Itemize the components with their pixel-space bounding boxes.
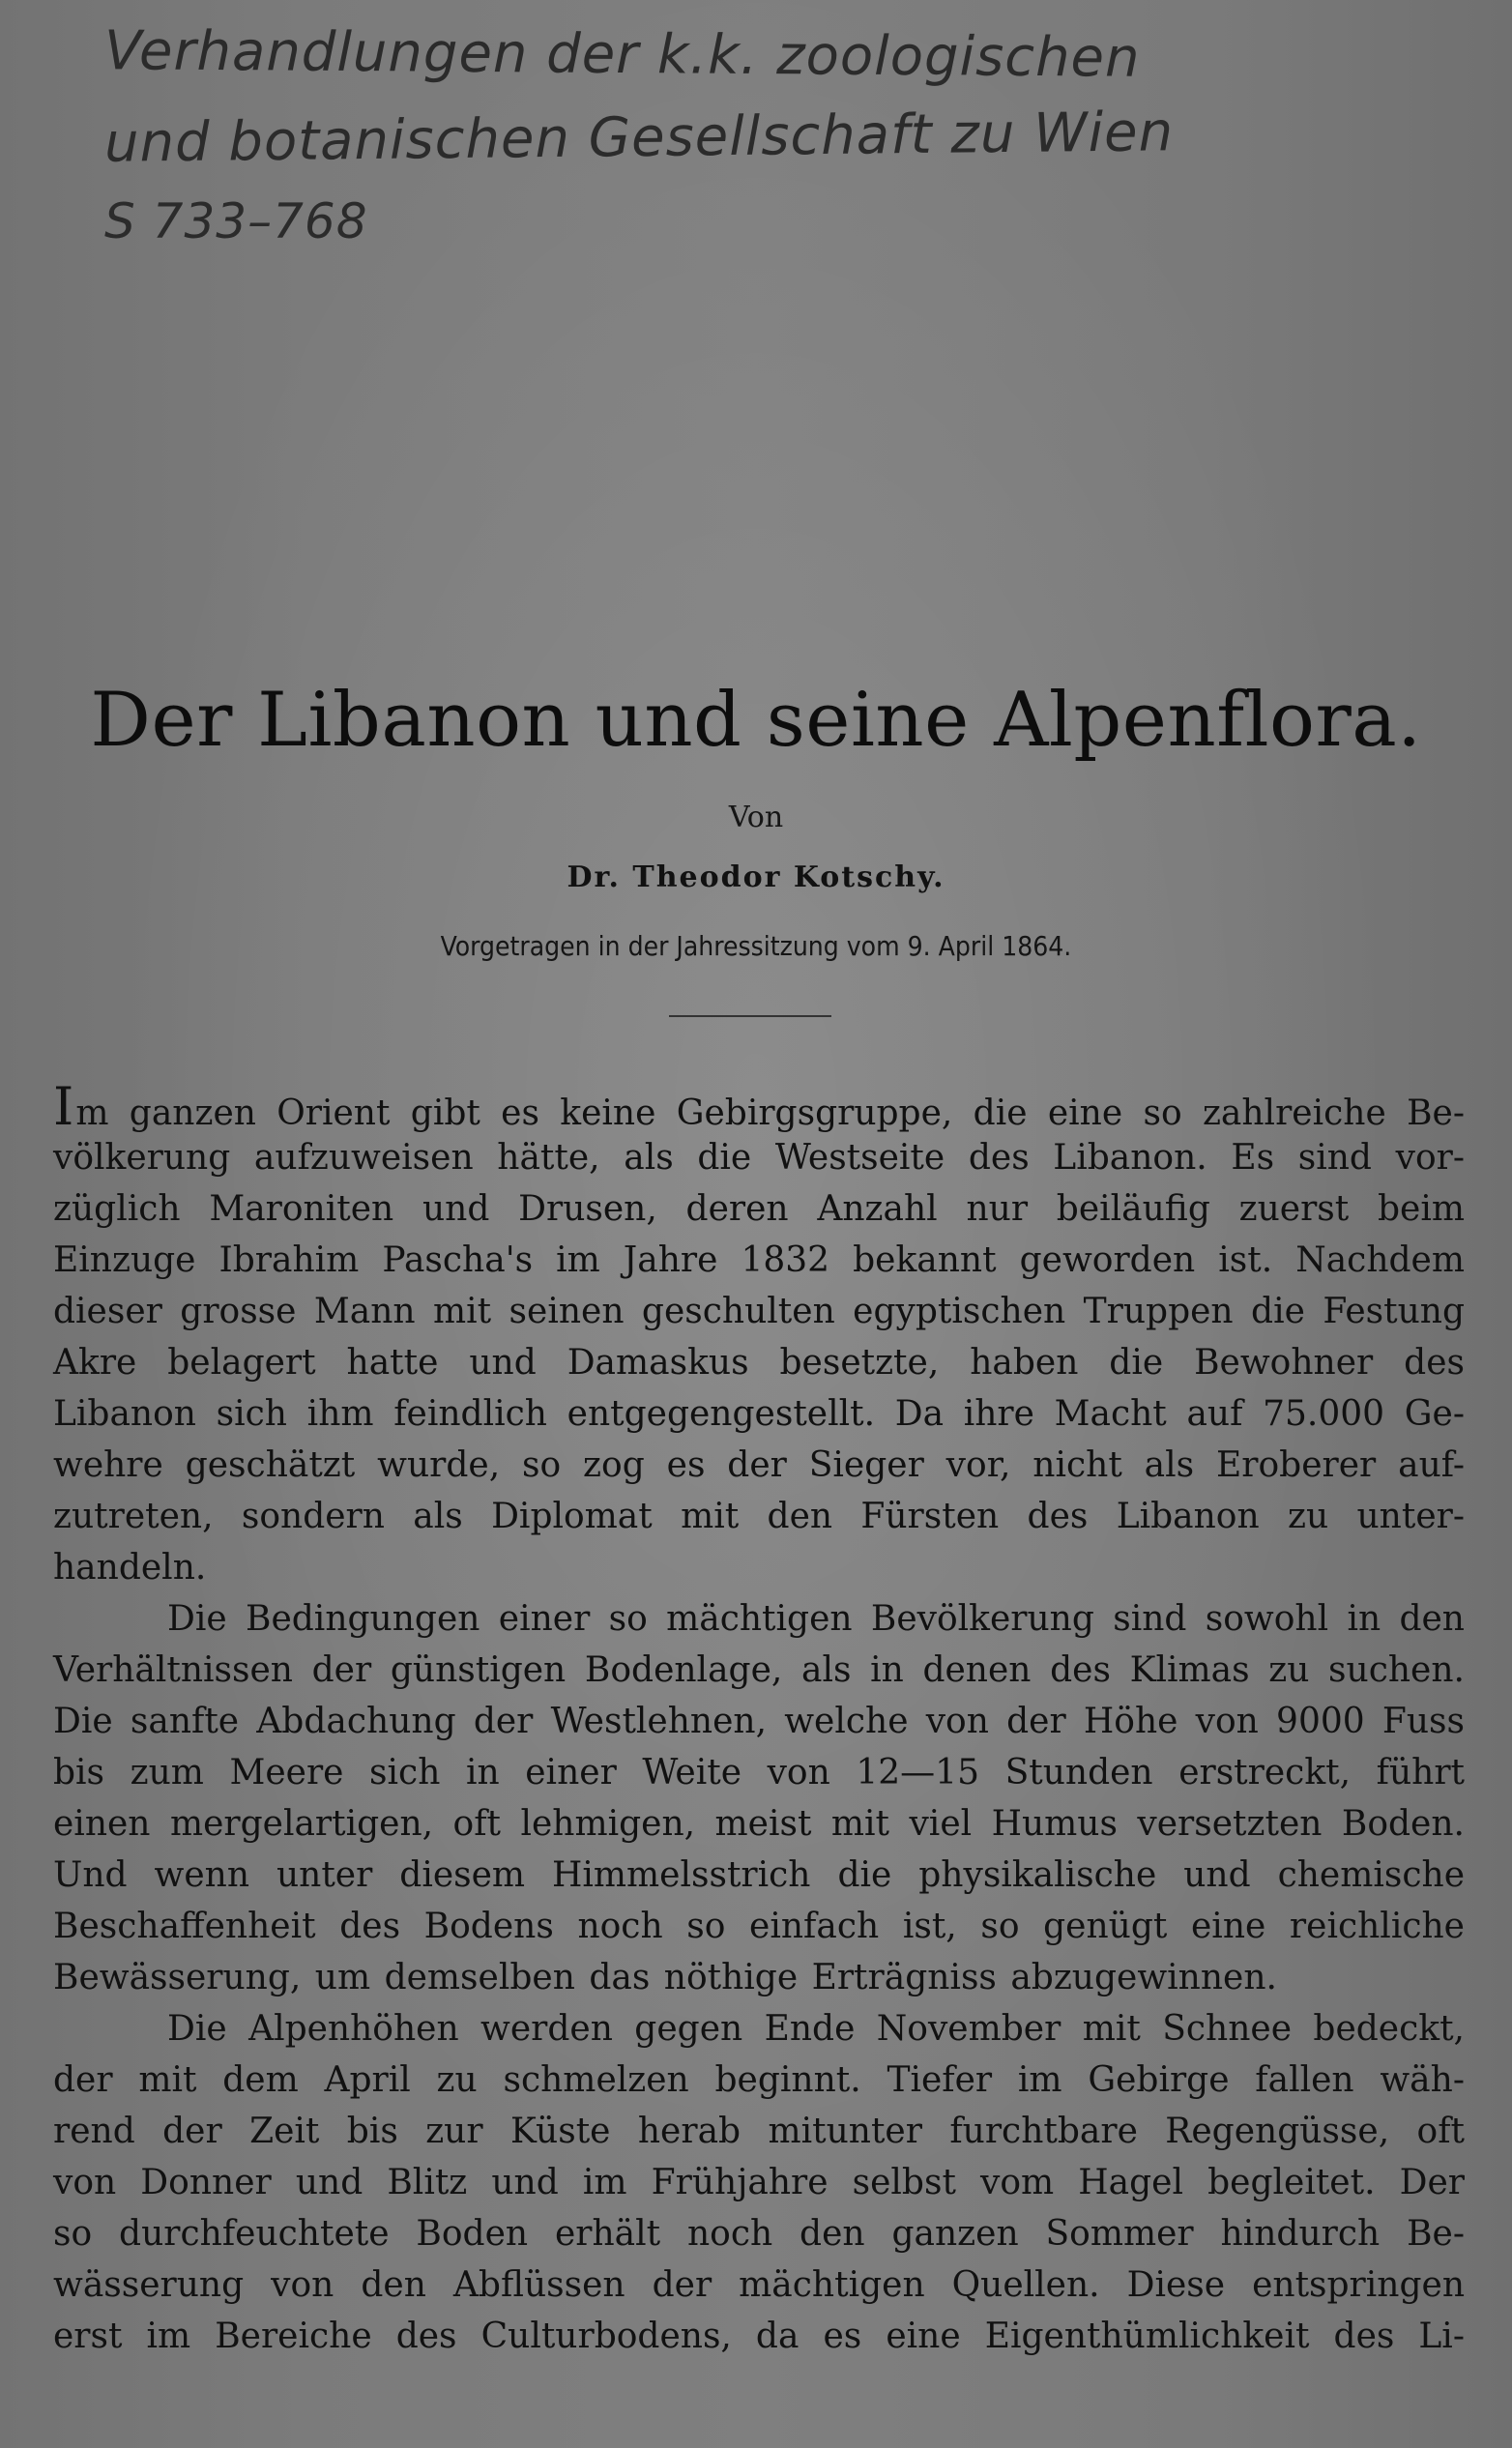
author-name: Dr. Theodor Kotschy. (567, 860, 945, 894)
text-line: Bewässerung, um demselben das nöthige Erträgniss abzugewinnen. (53, 1958, 1277, 1997)
text-line: so durchfeuchtete Boden erhält noch den ganzen Sommer hindurch Be- (53, 2214, 1465, 2254)
text-line: der mit dem April zu schmelzen beginnt. Tiefer im Gebirge fallen wäh- (53, 2060, 1465, 2100)
text-line: völkerung aufzuweisen hätte, als die Westseite des Libanon. Es sind vor- (53, 1138, 1465, 1178)
separator-rule (669, 1015, 831, 1017)
text-line: Einzuge Ibrahim Pascha's im Jahre 1832 bekannt geworden ist. Nachdem (53, 1240, 1465, 1280)
text-line: zutreten, sondern als Diplomat mit den Fürsten des Libanon zu unter- (53, 1497, 1465, 1536)
text-line: von Donner und Blitz und im Frühjahre selbst vom Hagel begleitet. Der (53, 2163, 1465, 2202)
text-line: Im ganzen Orient gibt es keine Gebirgsgruppe, die eine so zahlreiche Be- (53, 1076, 1465, 1137)
text-line: Die Alpenhöhen werden gegen Ende November mit Schnee bedeckt, (167, 2009, 1465, 2049)
text-line: dieser grosse Mann mit seinen geschulten egyptischen Truppen die Festung (53, 1292, 1465, 1331)
body-text (53, 1076, 1465, 2362)
presentation-note: Vorgetragen in der Jahressitzung vom 9. April 1864. (440, 930, 1072, 962)
text-line: Akre belagert hatte und Damaskus besetzte, haben die Bewohner des (53, 1343, 1465, 1383)
text-line: Libanon sich ihm feindlich entgegengestellt. Da ihre Macht auf 75.000 Ge- (53, 1394, 1465, 1434)
text-line: Und wenn unter diesem Himmelsstrich die physikalische und chemische (53, 1855, 1465, 1895)
handwritten-note-line-1: Verhandlungen der k.k. zoologischen (103, 19, 1141, 90)
article-title: Der Libanon und seine Alpenflora. (90, 677, 1422, 764)
text-line: Die Bedingungen einer so mächtigen Bevölkerung sind sowohl in den (167, 1599, 1465, 1639)
text-line: Beschaffenheit des Bodens noch so einfach ist, so genügt eine reichliche (53, 1907, 1465, 1946)
text-line: erst im Bereiche des Culturbodens, da es eine Eigenthümlichkeit des Li- (53, 2317, 1465, 2356)
text-line: bis zum Meere sich in einer Weite von 12—15 Stunden erstreckt, führt (53, 1753, 1465, 1792)
text-line: Verhältnissen der günstigen Bodenlage, als in denen des Klimas zu suchen. (53, 1650, 1465, 1690)
text-line: rend der Zeit bis zur Küste herab mitunter furchtbare Regengüsse, oft (53, 2112, 1465, 2151)
text-line: wässerung von den Abflüssen der mächtigen Quellen. Diese entspringen (53, 2265, 1465, 2305)
text-line: Die sanfte Abdachung der Westlehnen, welche von der Höhe von 9000 Fuss (53, 1702, 1465, 1741)
drop-cap: I (53, 1076, 74, 1137)
handwritten-page-range: S 733–768 (104, 193, 368, 249)
byline-von: Von (728, 801, 784, 834)
text-line: handeln. (53, 1548, 207, 1588)
handwritten-note-line-2: und botanischen Gesellschaft zu Wien (103, 101, 1175, 175)
text-line: wehre geschätzt wurde, so zog es der Sieger vor, nicht als Eroberer auf- (53, 1445, 1465, 1485)
text-line: züglich Maroniten und Drusen, deren Anzahl nur beiläufig zuerst beim (53, 1189, 1465, 1229)
text-line: einen mergelartigen, oft lehmigen, meist mit viel Humus versetzten Boden. (53, 1804, 1465, 1844)
